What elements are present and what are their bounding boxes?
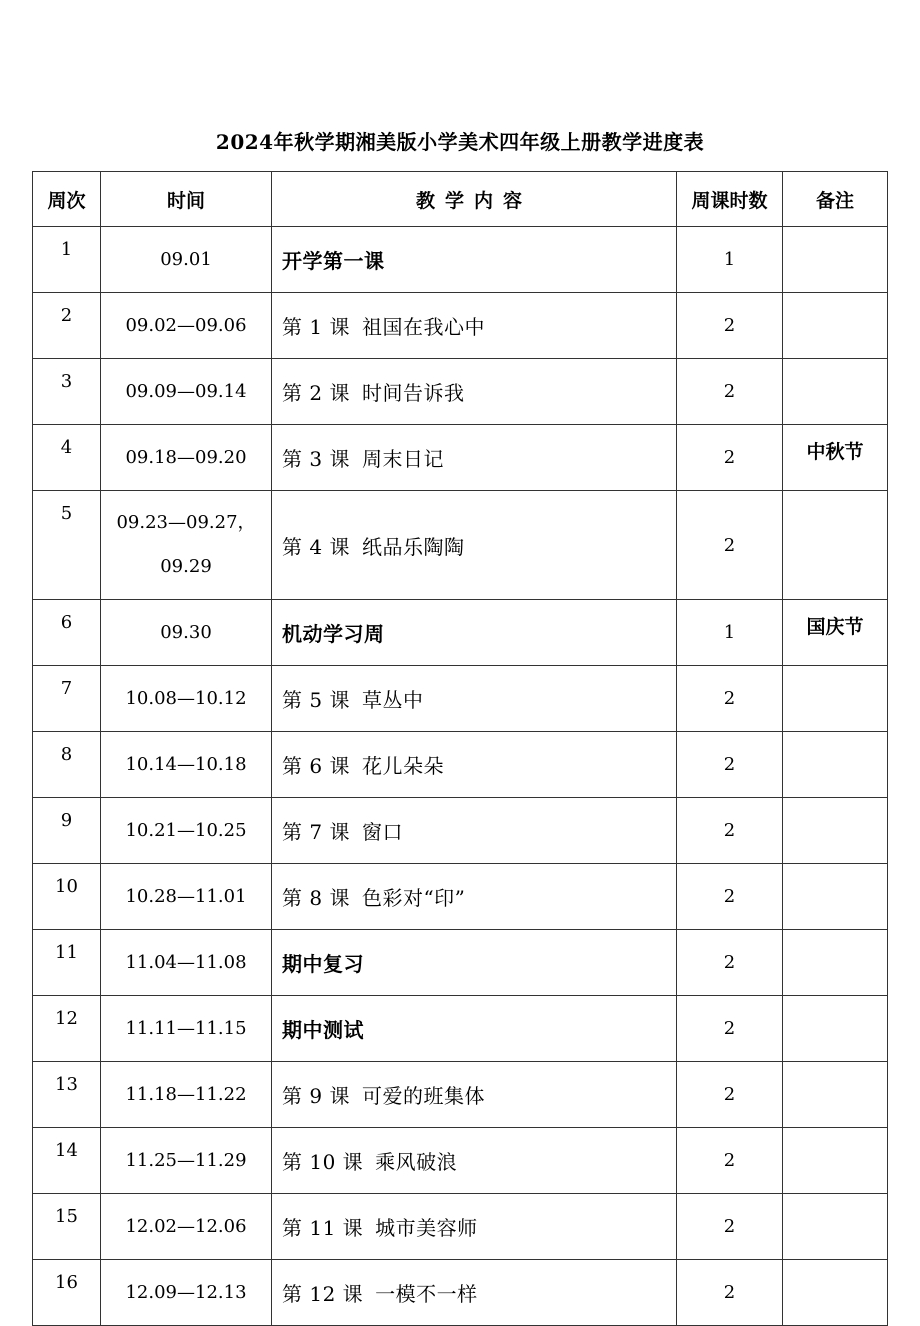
hours-value: 2 [723, 1216, 736, 1237]
week-number: 7 [60, 678, 73, 699]
lesson-title: 机动学习周 [282, 622, 385, 646]
content-cell [272, 227, 677, 293]
hours-value: 1 [723, 622, 736, 643]
lesson-number: 第 2 课 [282, 381, 350, 405]
lesson-number: 第 7 课 [282, 820, 350, 844]
table-row [33, 864, 888, 930]
hours-cell [677, 798, 783, 864]
table-row [33, 1128, 888, 1194]
date-cell [101, 600, 272, 666]
date-range: 09.23—09.27， [116, 512, 256, 533]
content-cell [272, 600, 677, 666]
date-range: 10.28—11.01 [125, 885, 247, 907]
table-row [33, 425, 888, 491]
lesson-title: 纸品乐陶陶 [361, 534, 465, 559]
week-number: 14 [55, 1140, 78, 1161]
lesson-title: 开学第一课 [282, 249, 385, 273]
lesson-title: 草丛中 [361, 688, 424, 712]
date-cell [101, 1194, 272, 1260]
note-cell [783, 227, 888, 293]
hours-cell [677, 359, 783, 425]
table-row [33, 227, 888, 293]
lesson-title: 窗口 [361, 820, 403, 844]
table-row [33, 666, 888, 732]
table-row [33, 1194, 888, 1260]
page-title: 2024年秋学期湘美版小学美术四年级上册教学进度表 [215, 130, 705, 154]
week-cell [33, 732, 101, 798]
week-cell [33, 1260, 101, 1326]
lesson-title: 可爱的班集体 [361, 1084, 485, 1108]
week-number: 8 [60, 744, 73, 765]
date-range: 11.18—11.22 [125, 1083, 247, 1105]
date-cell [101, 491, 272, 600]
week-number: 12 [55, 1008, 78, 1029]
content-cell [272, 293, 677, 359]
hours-value: 2 [723, 447, 736, 468]
date-range: 11.25—11.29 [125, 1149, 247, 1171]
content-cell [272, 359, 677, 425]
table-row [33, 930, 888, 996]
week-number: 2 [60, 305, 73, 326]
content-cell [272, 425, 677, 491]
date-cell [101, 359, 272, 425]
week-cell [33, 600, 101, 666]
hours-cell [677, 1194, 783, 1260]
hours-cell [677, 666, 783, 732]
header-note: 备注 [783, 172, 888, 227]
hours-value: 2 [723, 820, 736, 841]
date-cell [101, 293, 272, 359]
content-cell [272, 1128, 677, 1194]
content-cell [272, 864, 677, 930]
date-range: 09.02—09.06 [125, 314, 247, 336]
hours-value: 2 [723, 1018, 736, 1039]
table-row [33, 600, 888, 666]
date-cell [101, 666, 272, 732]
week-number: 11 [55, 942, 78, 963]
hours-cell [677, 1260, 783, 1326]
week-cell [33, 996, 101, 1062]
hours-cell [677, 996, 783, 1062]
week-cell [33, 425, 101, 491]
week-number: 13 [55, 1074, 78, 1095]
header-time: 时间 [101, 172, 272, 227]
hours-cell [677, 930, 783, 996]
table-header-row [33, 172, 888, 227]
lesson-title: 祖国在我心中 [361, 315, 485, 339]
date-cell [101, 864, 272, 930]
content-cell [272, 996, 677, 1062]
note-cell [783, 293, 888, 359]
week-cell [33, 491, 101, 600]
content-cell [272, 666, 677, 732]
date-range: 09.09—09.14 [125, 380, 247, 402]
lesson-number: 第 11 课 [282, 1216, 364, 1240]
date-range: 12.09—12.13 [125, 1281, 247, 1303]
lesson-number: 第 8 课 [282, 886, 350, 910]
note-cell [783, 864, 888, 930]
week-number: 6 [60, 612, 73, 633]
date-range: 12.02—12.06 [125, 1215, 247, 1237]
lesson-title: 周末日记 [361, 447, 444, 471]
date-cell [101, 798, 272, 864]
date-cell [101, 1128, 272, 1194]
hours-cell [677, 491, 783, 600]
hours-value: 2 [723, 754, 736, 775]
hours-cell [677, 732, 783, 798]
hours-cell [677, 227, 783, 293]
note-cell [783, 600, 888, 666]
table-row [33, 359, 888, 425]
note-cell [783, 996, 888, 1062]
week-cell [33, 1128, 101, 1194]
note-cell [783, 666, 888, 732]
hours-value: 2 [723, 952, 736, 973]
date-range: 10.08—10.12 [125, 687, 247, 709]
date-cell [101, 1260, 272, 1326]
date-cell [101, 425, 272, 491]
note-cell [783, 732, 888, 798]
table-row [33, 732, 888, 798]
week-cell [33, 666, 101, 732]
hours-value: 2 [723, 886, 736, 907]
hours-value: 2 [723, 1084, 736, 1105]
lesson-title: 花儿朵朵 [361, 754, 444, 778]
lesson-title: 期中复习 [282, 952, 364, 976]
week-number: 9 [60, 810, 73, 831]
hours-cell [677, 864, 783, 930]
hours-value: 2 [723, 315, 736, 336]
date-range: 09.01 [160, 248, 212, 270]
content-cell [272, 1194, 677, 1260]
header-week: 周次 [33, 172, 101, 227]
lesson-title: 一模不一样 [375, 1282, 478, 1306]
note-cell [783, 1128, 888, 1194]
lesson-title: 城市美容师 [375, 1216, 478, 1240]
hours-value: 2 [723, 688, 736, 709]
date-cell [101, 930, 272, 996]
hours-cell [677, 425, 783, 491]
date-cell [101, 996, 272, 1062]
week-cell [33, 1062, 101, 1128]
table-row [33, 293, 888, 359]
week-cell [33, 359, 101, 425]
date-range: 10.14—10.18 [125, 753, 247, 775]
date-extra: 09.29 [160, 556, 212, 577]
week-number: 15 [55, 1206, 78, 1227]
week-number: 16 [55, 1272, 78, 1293]
lesson-number: 第 3 课 [282, 447, 350, 471]
table-row [33, 1260, 888, 1326]
note-cell [783, 1062, 888, 1128]
week-number: 5 [60, 503, 73, 524]
week-number: 4 [60, 437, 73, 458]
week-number: 3 [60, 371, 73, 392]
week-cell [33, 864, 101, 930]
lesson-title: 色彩对“印” [361, 886, 466, 910]
note-text: 中秋节 [806, 441, 864, 463]
hours-cell [677, 1062, 783, 1128]
content-cell [272, 1062, 677, 1128]
hours-value: 1 [723, 249, 736, 270]
date-range: 10.21—10.25 [125, 819, 247, 841]
hours-value: 2 [723, 1150, 736, 1171]
table-row [33, 491, 888, 600]
date-cell [101, 1062, 272, 1128]
hours-value: 2 [723, 381, 736, 402]
lesson-number: 第 9 课 [282, 1084, 350, 1108]
note-text: 国庆节 [806, 616, 864, 638]
week-cell [33, 930, 101, 996]
note-cell [783, 1260, 888, 1326]
table-row [33, 996, 888, 1062]
content-cell [272, 1260, 677, 1326]
note-cell [783, 425, 888, 491]
lesson-number: 第 5 课 [282, 688, 350, 712]
hours-cell [677, 293, 783, 359]
header-content: 教学内容 [272, 172, 677, 227]
lesson-number: 第 10 课 [282, 1150, 364, 1174]
week-number: 1 [60, 239, 73, 260]
table-row [33, 1062, 888, 1128]
lesson-number: 第 1 课 [282, 315, 350, 339]
table-row [33, 798, 888, 864]
schedule-table [32, 171, 888, 1326]
hours-value: 2 [723, 534, 736, 556]
week-cell [33, 227, 101, 293]
week-cell [33, 293, 101, 359]
note-cell [783, 930, 888, 996]
content-cell [272, 732, 677, 798]
content-cell [272, 930, 677, 996]
week-number: 10 [55, 876, 78, 897]
lesson-number: 第 4 课 [282, 534, 350, 559]
date-cell [101, 732, 272, 798]
table-body [33, 227, 888, 1326]
header-hours: 周课时数 [677, 172, 783, 227]
date-range: 11.11—11.15 [125, 1017, 247, 1039]
content-cell [272, 491, 677, 600]
hours-value: 2 [723, 1282, 736, 1303]
lesson-title: 乘风破浪 [375, 1150, 458, 1174]
lesson-title: 期中测试 [282, 1018, 364, 1042]
hours-cell [677, 1128, 783, 1194]
lesson-number: 第 6 课 [282, 754, 350, 778]
note-cell [783, 1194, 888, 1260]
note-cell [783, 491, 888, 600]
content-cell [272, 798, 677, 864]
date-cell [101, 227, 272, 293]
hours-cell [677, 600, 783, 666]
note-cell [783, 798, 888, 864]
date-range: 09.18—09.20 [125, 446, 247, 468]
lesson-number: 第 12 课 [282, 1282, 364, 1306]
date-range: 11.04—11.08 [125, 951, 247, 973]
lesson-title: 时间告诉我 [361, 381, 465, 405]
note-cell [783, 359, 888, 425]
week-cell [33, 798, 101, 864]
week-cell [33, 1194, 101, 1260]
date-range: 09.30 [160, 621, 212, 643]
